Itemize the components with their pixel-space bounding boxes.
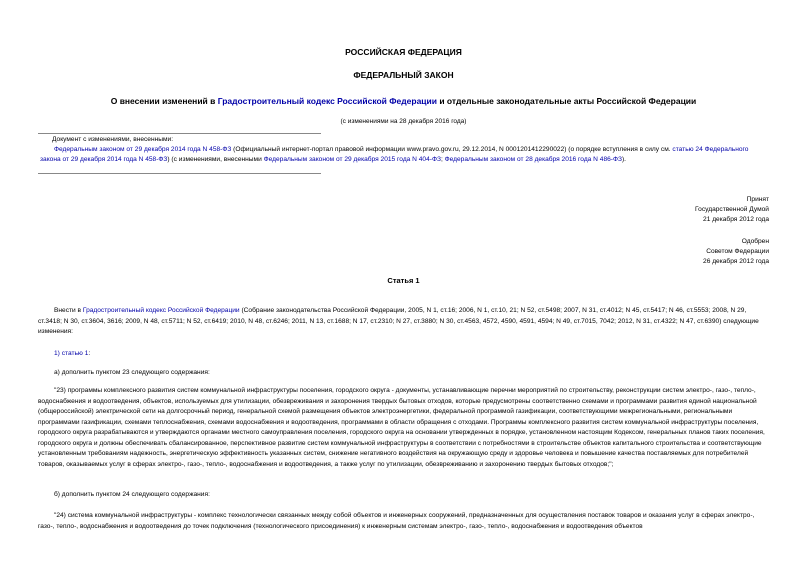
law-type-heading: ФЕДЕРАЛЬНЫЙ ЗАКОН [353, 70, 454, 80]
amendment-link-404fz[interactable]: Федеральным законом от 29 декабря 2015 года N 404-ФЗ [263, 156, 441, 163]
article-title: Статья 1 [387, 276, 420, 285]
amendment-link-486fz[interactable]: Федеральным законом от 28 декабря 2016 года N 486-ФЗ [444, 156, 622, 163]
divider-bottom [38, 173, 321, 174]
federation-council-approval [703, 237, 769, 267]
amendment-text-1: (Официальный интернет-портал правовой информации www.pravo.gov.ru, 29.12.2014, N 0001201412290022) (о порядке вступления в силу см. [231, 146, 673, 153]
subitem-b: б) дополнить пунктом 24 следующего содержания: [54, 491, 210, 498]
item-1-post: : [88, 350, 91, 357]
intro-pre: Внести в [54, 307, 83, 314]
article-intro [38, 306, 768, 338]
intro-code-link[interactable]: Градостроительный кодекс Российской Федерации [82, 307, 240, 314]
adoption-date: 21 декабря 2012 года [703, 216, 769, 223]
point-23-body: "23) программы комплексного развития систем коммунальной инфраструктуры поселения, городского округа - документы, устанавливающие перечни мероприятий по строительству, реконструкции систем электро-, газо-, тепло-, водоснабжения и водоотведения, объектов, используемых для утилизации, обезвреживания и захоронения твердых бытовых отходов, которые предусмотрены соответственно схемами и программами развития единой национальной (общероссийской) электрической сети на долгосрочный период, генеральной схемой размещения объектов электроэнергетики, федеральной программой газификации, соответствующими межрегиональными, региональными программами газификации, схемами теплоснабжения, схемами водоснабжения и водоотведения, программами в области обращения с отходами. Программы комплексного развития систем коммунальной инфраструктуры поселения, городского округа разрабатываются и утверждаются органами местного самоуправления поселения, городского округа на основании утвержденных в порядке, установленном настоящим Кодексом, генеральных планов таких поселения, городского округа и должны обеспечивать сбалансированное, перспективное развитие систем коммунальной инфраструктуры в соответствии с потребностями в строительстве объектов капитального строительства и соответствующие установленным требованиям надежность, энергетическую эффективность указанных систем, снижение негативного воздействия на окружающую среду и здоровье человека и повышение качества поставляемых для потребителей товаров, оказываемых услуг в сферах электро-, газо-, тепло-, водоснабжения и водоотведения, а также услуг по утилизации, обезвреживанию и захоронению твердых бытовых отходов;"; [38, 387, 765, 468]
amendment-text-2: ) (с изменениями, внесенными [167, 156, 264, 163]
amendment-text-4: ). [621, 156, 626, 163]
law-title-pre: О внесении изменений в [110, 96, 218, 106]
adoption-line: Государственной Думой [695, 206, 769, 213]
point-24-body: "24) система коммунальной инфраструктуры - комплекс технологически связанных между собой объектов и инженерных сооружений, предназначенных для осуществления поставок товаров и оказания услуг в сферах электро-, газо-, тепло-, водоснабжения и водоотведения до точек подключения (технологического присоединения) к инженерным системам электро-, газо-, тепло-, водоснабжения и водоотведения объектов [38, 512, 755, 530]
amendments-heading: Документ с изменениями, внесенными: [52, 136, 174, 143]
item-1-number: 1) [54, 350, 62, 357]
amendment-text-3: ; [440, 156, 445, 163]
approval-line: Советом Федерации [706, 248, 769, 255]
adoption-line: Принят [746, 196, 769, 203]
subitem-a: а) дополнить пунктом 23 следующего содержания: [54, 369, 210, 376]
point-24-text [38, 511, 768, 532]
item-1-link-text: статью 1 [61, 350, 89, 357]
law-title-post: и отдельные законодательные акты Российской Федерации [436, 96, 697, 106]
item-1 [54, 349, 90, 360]
approval-date: 26 декабря 2012 года [703, 258, 769, 265]
item-1-link[interactable] [54, 350, 91, 357]
amendments-list [40, 145, 770, 165]
intro-post: (Собрание законодательства Российской Федерации, 2005, N 1, ст.16; 2006, N 1, ст.10, 21; N 52, ст.5498; 2007, N 31, ст.4012; N 45, ст.5417; N 46, ст.5553; 2008, N 29, ст.3418; N 30, ст.3604, 3616; 2009, N 48, ст.5711; N 52, ст.6419; 2010, N 48, ст.6246; 2011, N 13, ст.1688; N 17, ст.2310; N 27, ст.3880; N 30, ст.4563, 4572, 4590, 4591, 4594; N 49, ст.7015, 7042; 2012, N 31, ст.4322; N 47, ст.6390) следующие изменения: [38, 307, 759, 335]
law-title-link[interactable]: Градостроительный кодекс Российской Федерации [217, 96, 437, 106]
state-duma-adoption [695, 195, 769, 225]
approval-line: Одобрен [741, 238, 769, 245]
changes-note: (с изменениями на 28 декабря 2016 года) [340, 118, 467, 125]
amendment-link-article24[interactable]: статью 24 Федерального закона от 29 декабря 2014 года N 458-ФЗ [40, 146, 749, 163]
law-title [0, 96, 807, 106]
point-23-text [38, 386, 768, 470]
country-heading: РОССИЙСКАЯ ФЕДЕРАЦИЯ [345, 47, 462, 57]
divider-top [38, 133, 321, 134]
amendment-link-458fz[interactable]: Федеральным законом от 29 декабря 2014 года N 458-ФЗ [54, 146, 232, 153]
